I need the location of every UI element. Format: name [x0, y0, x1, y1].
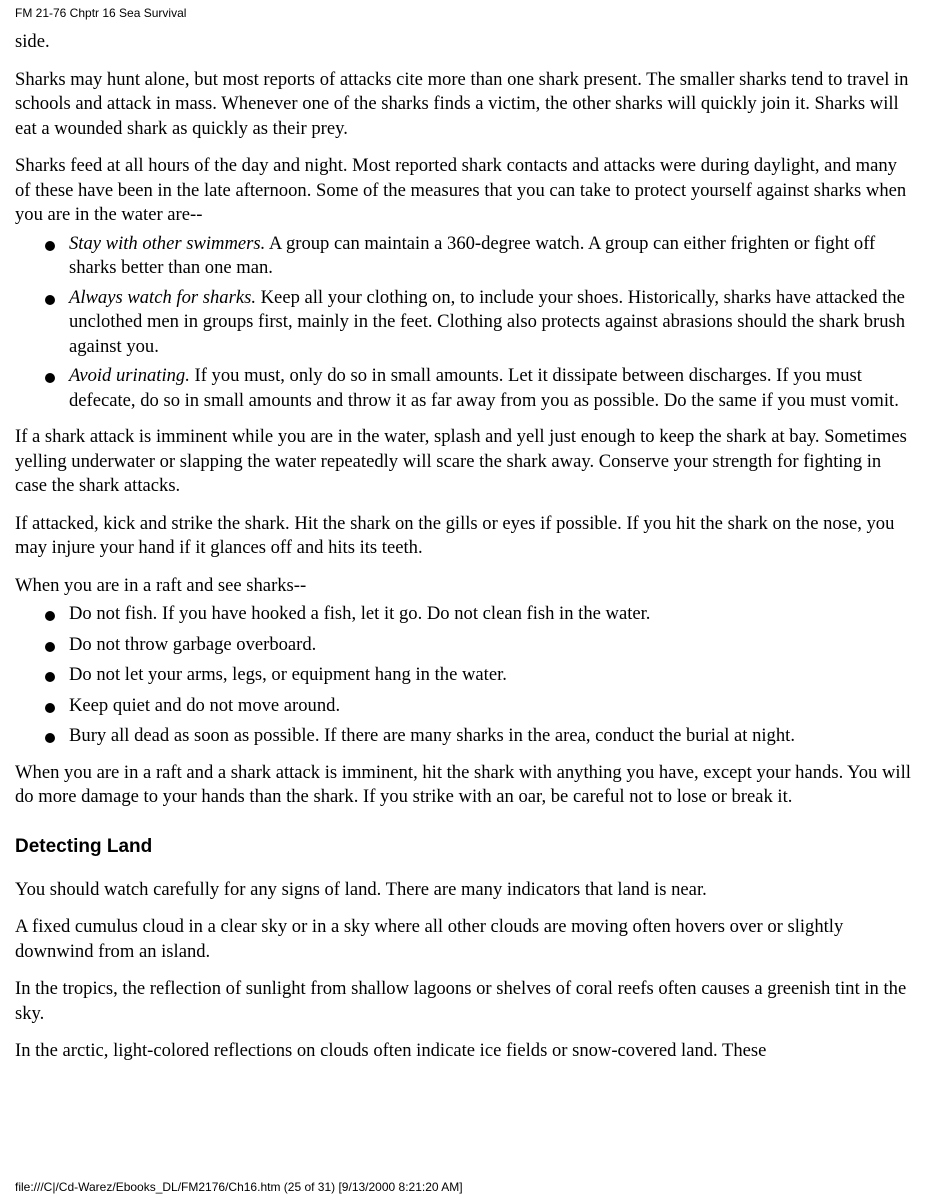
list-item-title: Always watch for sharks. — [69, 286, 256, 308]
bullet-icon — [45, 672, 55, 682]
water-measures-list — [15, 232, 911, 414]
paragraph: In the arctic, light-colored reflections on clouds often indicate ice fields or snow-covered land. These — [15, 1040, 767, 1061]
list-item — [15, 232, 911, 281]
list-item-title: Stay with other swimmers. — [69, 232, 266, 254]
list-item-text: Bury all dead as soon as possible. If there are many sharks in the area, conduct the burial at night. — [69, 725, 795, 746]
paragraph: When you are in a raft and see sharks-- — [15, 574, 307, 596]
bullet-icon — [45, 295, 55, 305]
paragraph: In the tropics, the reflection of sunlight from shallow lagoons or shelves of coral reefs often causes a greenish tint in the sky. — [15, 978, 907, 1024]
page-header: FM 21-76 Chptr 16 Sea Survival — [15, 6, 187, 20]
section-heading: Detecting Land — [15, 835, 153, 857]
paragraph: If attacked, kick and strike the shark. Hit the shark on the gills or eyes if possible. If you hit the shark on the nose, you may injure your hand if it glances off and hits its teeth. — [15, 512, 895, 558]
list-item-text: Keep all your clothing on, to include your shoes. Historically, sharks have attacked the unclothed men in groups first, mainly in the feet. Clothing also protects against abrasions should the shark brush against you. — [69, 286, 906, 357]
list-item-text: A group can maintain a 360-degree watch. A group can either frighten or fight off sharks better than one man. — [69, 232, 876, 278]
bullet-icon — [45, 642, 55, 652]
bullet-icon — [45, 733, 55, 743]
bullet-icon — [45, 373, 55, 383]
paragraph: side. — [15, 31, 50, 52]
paragraph: Sharks feed at all hours of the day and night. Most reported shark contacts and attacks were during daylight, and many of these have been in the late afternoon. Some of the measures that you can take to protect yourself against sharks when you are in the water are-- — [15, 155, 907, 225]
list-item-text: If you must, only do so in small amounts. Let it dissipate between discharges. If you must defecate, do so in small amounts and throw it as far away from you as possible. Do the same if you must vomit. — [69, 365, 899, 411]
list-item — [15, 364, 911, 413]
list-item — [15, 633, 911, 658]
paragraph: When you are in a raft and a shark attack is imminent, hit the shark with anything you have, except your hands. You will do more damage to your hands than the shark. If you strike with an oar, be careful not to lose or break it. — [15, 761, 911, 807]
paragraph: If a shark attack is imminent while you are in the water, splash and yell just enough to keep the shark at bay. Sometimes yelling underwater or slapping the water repeatedly will scare the shark away. Conserve your strength for fighting in case the shark attacks. — [15, 426, 907, 496]
list-item-text: Do not throw garbage overboard. — [69, 633, 317, 655]
page-footer: file:///C|/Cd-Warez/Ebooks_DL/FM2176/Ch16.htm (25 of 31) [9/13/2000 8:21:20 AM] — [15, 1180, 463, 1194]
list-item — [15, 694, 911, 719]
list-item — [15, 724, 911, 749]
list-item-text: Do not let your arms, legs, or equipment hang in the water. — [69, 664, 507, 685]
bullet-icon — [45, 241, 55, 251]
raft-measures-list — [15, 602, 911, 749]
list-item — [15, 663, 911, 688]
list-item — [15, 602, 911, 627]
list-item-text: Keep quiet and do not move around. — [69, 694, 341, 716]
list-item-text: Do not fish. If you have hooked a fish, let it go. Do not clean fish in the water. — [69, 603, 651, 624]
list-item — [15, 286, 911, 360]
paragraph: Sharks may hunt alone, but most reports of attacks cite more than one shark present. The smaller sharks tend to travel in schools and attack in mass. Whenever one of the sharks finds a victim, the other sharks will quickly join it. Sharks will eat a wounded shark as quickly as their prey. — [15, 68, 909, 139]
bullet-icon — [45, 703, 55, 713]
paragraph: A fixed cumulus cloud in a clear sky or in a sky where all other clouds are moving often hovers over or slightly downwind from an island. — [15, 916, 844, 962]
list-item-title: Avoid urinating. — [69, 365, 190, 386]
paragraph: You should watch carefully for any signs of land. There are many indicators that land is near. — [15, 878, 707, 900]
document-body — [15, 30, 911, 1077]
bullet-icon — [45, 611, 55, 621]
